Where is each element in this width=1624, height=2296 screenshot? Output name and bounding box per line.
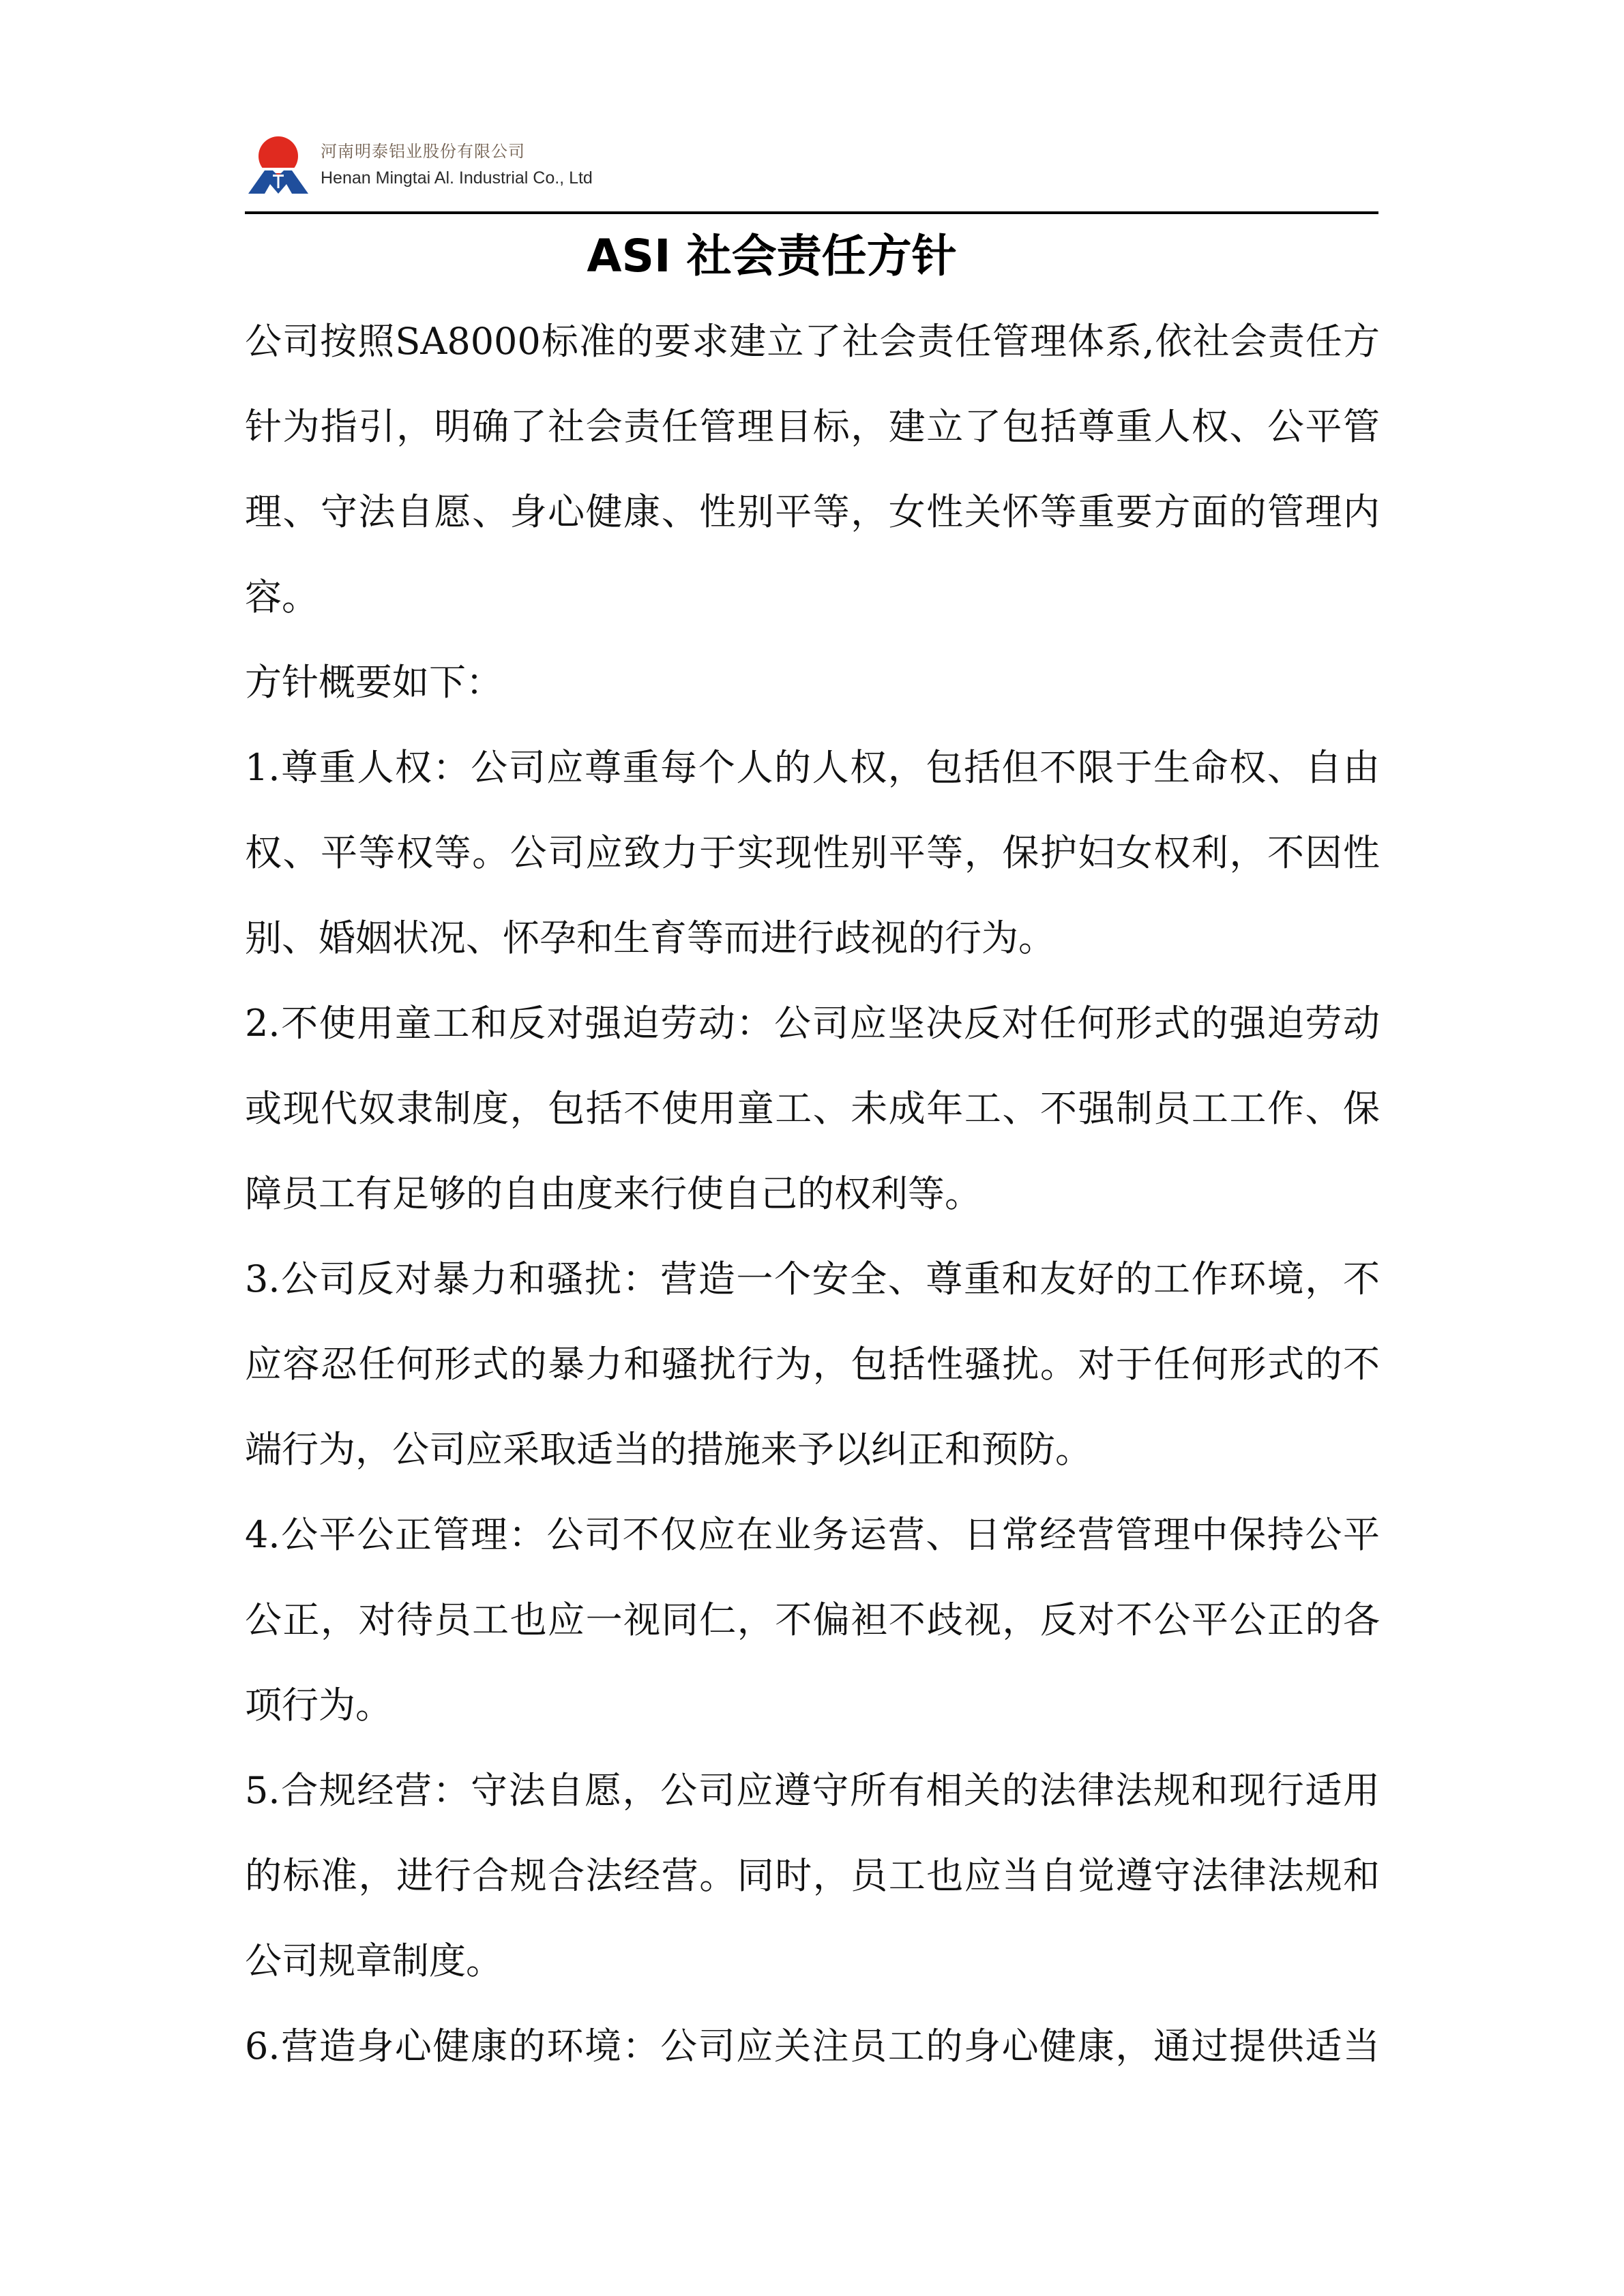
company-name-cn: 河南明泰铝业股份有限公司 (321, 142, 525, 161)
text-line: 的标准，进行合规合法经营。同时，员工也应当自觉遵守法律法规和 (245, 1854, 1380, 1897)
header-divider (245, 211, 1378, 214)
company-names (321, 140, 593, 190)
text-line: 6.营造身心健康的环境：公司应关注员工的身心健康，通过提供适当 (245, 2025, 1380, 2068)
text-line: 容。 (245, 576, 319, 618)
policy-item-4 (245, 1492, 1380, 1748)
policy-item-2 (245, 981, 1380, 1236)
summary-heading (245, 640, 1380, 725)
text-line: 或现代奴隶制度，包括不使用童工、未成年工、不强制员工工作、保 (245, 1087, 1380, 1130)
text-line: 方针概要如下： (245, 661, 503, 704)
document-title: ASI 社会责任方针 (587, 230, 957, 282)
text-line: 端行为，公司应采取适当的措施来予以纠正和预防。 (245, 1428, 1092, 1471)
text-line: 理、守法自愿、身心健康、性别平等，女性关怀等重要方面的管理内 (245, 490, 1380, 533)
document-body (245, 299, 1380, 2089)
text-line: 4.公平公正管理：公司不仅应在业务运营、日常经营管理中保持公平 (245, 1513, 1380, 1556)
text-line: 应容忍任何形式的暴力和骚扰行为，包括性骚扰。对于任何形式的不 (245, 1343, 1380, 1386)
letterhead (247, 134, 593, 196)
text-line: 针为指引，明确了社会责任管理目标，建立了包括尊重人权、公平管 (245, 405, 1380, 448)
text-line: 障员工有足够的自由度来行使自己的权利等。 (245, 1172, 981, 1215)
text-line: 公司规章制度。 (245, 1939, 503, 1982)
text-line: 别、婚姻状况、怀孕和生育等而进行歧视的行为。 (245, 916, 1055, 959)
text-line: 公司按照SA8000标准的要求建立了社会责任管理体系,依社会责任方 (245, 320, 1380, 363)
intro-paragraph (245, 299, 1380, 640)
policy-item-6 (245, 2003, 1380, 2089)
text-line: 3.公司反对暴力和骚扰：营造一个安全、尊重和友好的工作环境，不 (245, 1257, 1380, 1300)
text-line: 项行为。 (245, 1684, 392, 1727)
text-line: 1.尊重人权：公司应尊重每个人的人权，包括但不限于生命权、自由 (245, 746, 1380, 789)
policy-item-1 (245, 725, 1380, 981)
text-line: 2.不使用童工和反对强迫劳动：公司应坚决反对任何形式的强迫劳动 (245, 1002, 1380, 1045)
policy-item-5 (245, 1748, 1380, 2003)
policy-item-3 (245, 1236, 1380, 1492)
company-name-en: Henan Mingtai Al. Industrial Co., Ltd (321, 168, 593, 188)
text-line: 权、平等权等。公司应致力于实现性别平等，保护妇女权利，不因性 (245, 831, 1380, 874)
text-line: 5.合规经营：守法自愿，公司应遵守所有相关的法律法规和现行适用 (245, 1769, 1380, 1812)
mingtai-logo-icon (247, 135, 310, 195)
text-line: 公正，对待员工也应一视同仁，不偏袒不歧视，反对不公平公正的各 (245, 1598, 1380, 1641)
